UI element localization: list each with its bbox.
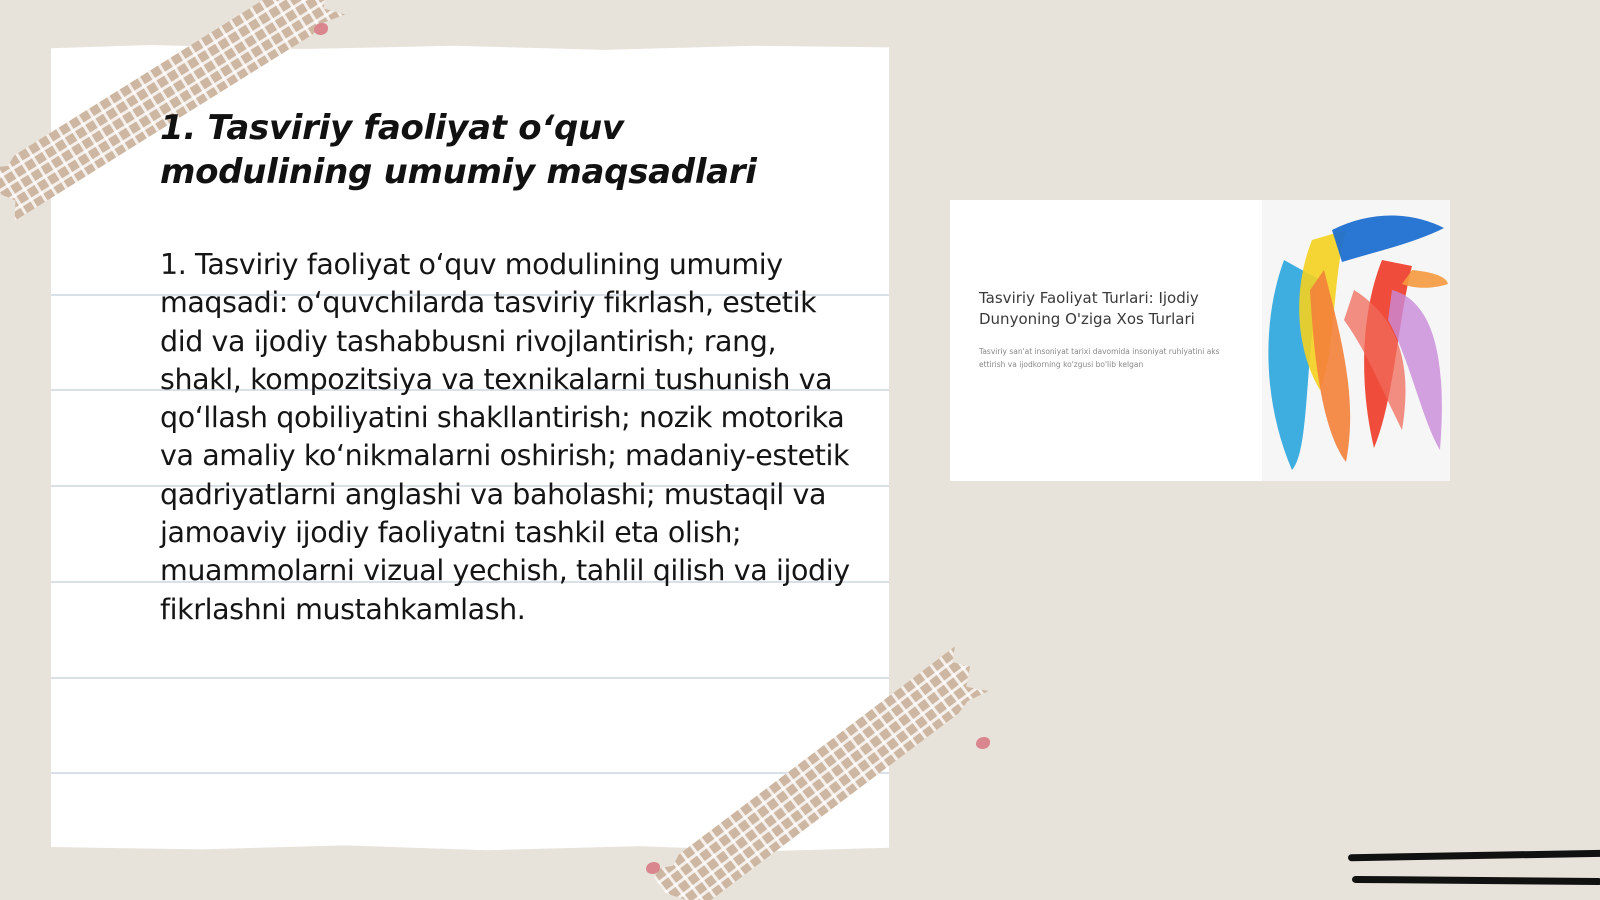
- ruled-line: [51, 677, 889, 679]
- thumbnail-description: Tasviriy san'at insoniyat tarixi davomida insoniyat ruhiyatini aks ettirish va ijodkorning ko'zgusi bo'lib kelgan: [979, 347, 1220, 369]
- brush-stroke-decoration: [1352, 876, 1600, 885]
- paint-strokes-art: [1262, 200, 1450, 481]
- thumbnail-title: Tasviriy Faoliyat Turlari: Ijodiy Dunyoning O'ziga Xos Turlari: [979, 289, 1199, 328]
- paint-brush-strokes-icon: [1262, 200, 1450, 481]
- tape-corner-accent: [976, 737, 990, 749]
- slide-title: 1. Tasviriy faoliyat o‘quv modulining umumiy maqsadlari: [160, 108, 757, 192]
- tape-corner-accent: [314, 23, 328, 35]
- brush-stroke-decoration: [1348, 850, 1600, 862]
- slide-thumbnail: [950, 200, 1450, 481]
- slide-body-text: 1. Tasviriy faoliyat o‘quv modulining umumiy maqsadi: o‘quvchilarda tasviriy fikrlash, estetik did va ijodiy tashabbusni rivojlantirish; rang, shakl, kompozitsiya va texnikalarni tushunish va qo‘llash qobiliyatini shakllantirish; nozik motorika va amaliy ko‘nikmalarni oshirish; madaniy-estetik qadriyatlarni anglashi va baholashi; mustaqil va jamoaviy ijodiy faoliyatni tashkil eta olish; muammolarni vizual yechish, tahlil qilish va ijodiy fikrlashni mustahkamlash.: [160, 248, 850, 626]
- ruled-line: [51, 772, 889, 774]
